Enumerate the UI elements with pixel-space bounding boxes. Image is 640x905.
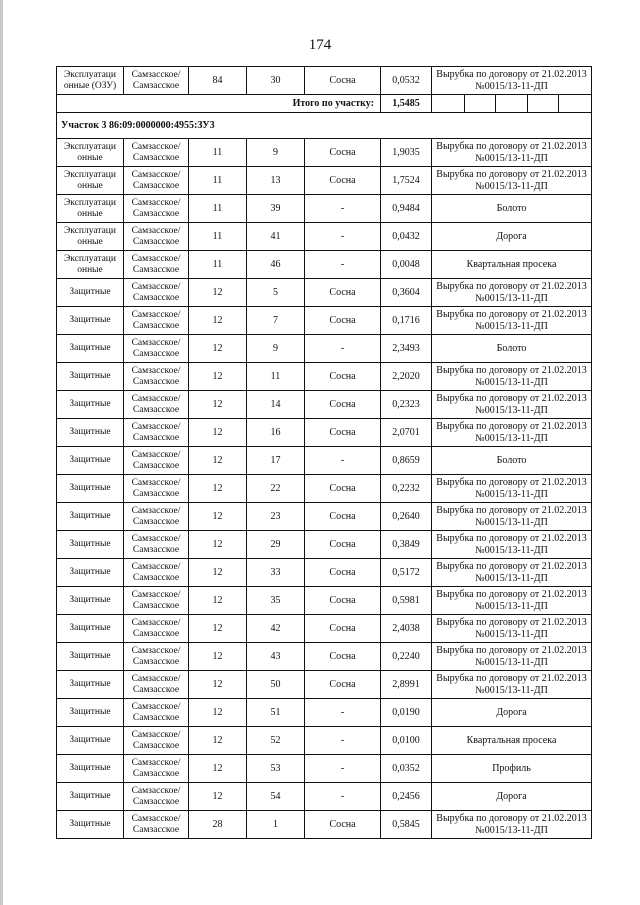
table-row bbox=[57, 391, 592, 419]
forestry-cell: Самзасское/ Самзасское bbox=[124, 727, 189, 755]
quarter-cell: 11 bbox=[189, 195, 247, 223]
note-cell: Вырубка по договору от 21.02.2013 №0015/13-11-ДП bbox=[432, 531, 592, 559]
plot-cell: 50 bbox=[247, 671, 305, 699]
plot-cell: 53 bbox=[247, 755, 305, 783]
plot-cell: 16 bbox=[247, 419, 305, 447]
species-cell: Сосна bbox=[305, 643, 381, 671]
category-cell: Защитные bbox=[57, 363, 124, 391]
table-row bbox=[57, 503, 592, 531]
species-cell: Сосна bbox=[305, 307, 381, 335]
area-cell: 0,3849 bbox=[381, 531, 432, 559]
area-cell: 0,0048 bbox=[381, 251, 432, 279]
species-cell: - bbox=[305, 335, 381, 363]
species-cell: Сосна bbox=[305, 67, 381, 95]
note-cell: Дорога bbox=[432, 223, 592, 251]
category-cell: Защитные bbox=[57, 503, 124, 531]
species-cell: Сосна bbox=[305, 503, 381, 531]
table-row bbox=[57, 811, 592, 839]
table-row bbox=[57, 587, 592, 615]
table-row bbox=[57, 699, 592, 727]
category-cell: Эксплуатаци онные bbox=[57, 223, 124, 251]
note-cell: Вырубка по договору от 21.02.2013 №0015/13-11-ДП bbox=[432, 419, 592, 447]
category-cell: Защитные bbox=[57, 671, 124, 699]
species-cell: - bbox=[305, 447, 381, 475]
plot-cell: 5 bbox=[247, 279, 305, 307]
species-cell: - bbox=[305, 195, 381, 223]
plot-cell: 17 bbox=[247, 447, 305, 475]
category-cell: Защитные bbox=[57, 531, 124, 559]
quarter-cell: 11 bbox=[189, 167, 247, 195]
category-cell: Защитные bbox=[57, 615, 124, 643]
plot-cell: 7 bbox=[247, 307, 305, 335]
area-cell: 0,0532 bbox=[381, 67, 432, 95]
note-cell: Вырубка по договору от 21.02.2013 №0015/13-11-ДП bbox=[432, 307, 592, 335]
table-row bbox=[57, 615, 592, 643]
note-cell: Дорога bbox=[432, 699, 592, 727]
table-row bbox=[57, 335, 592, 363]
forestry-cell: Самзасское/ Самзасское bbox=[124, 671, 189, 699]
table-row bbox=[57, 475, 592, 503]
area-cell: 0,5172 bbox=[381, 559, 432, 587]
note-cell: Дорога bbox=[432, 783, 592, 811]
category-cell: Защитные bbox=[57, 727, 124, 755]
category-cell: Защитные bbox=[57, 559, 124, 587]
species-cell: Сосна bbox=[305, 615, 381, 643]
plot-cell: 1 bbox=[247, 811, 305, 839]
species-cell: - bbox=[305, 251, 381, 279]
forestry-cell: Самзасское/ Самзасское bbox=[124, 139, 189, 167]
plot-cell: 54 bbox=[247, 783, 305, 811]
note-cell: Вырубка по договору от 21.02.2013 №0015/13-11-ДП bbox=[432, 811, 592, 839]
area-cell: 1,7524 bbox=[381, 167, 432, 195]
plot-cell: 35 bbox=[247, 587, 305, 615]
plot-cell: 11 bbox=[247, 363, 305, 391]
plot-cell: 23 bbox=[247, 503, 305, 531]
note-cell: Вырубка по договору от 21.02.2013 №0015/13-11-ДП bbox=[432, 139, 592, 167]
quarter-cell: 12 bbox=[189, 531, 247, 559]
category-cell: Защитные bbox=[57, 307, 124, 335]
area-cell: 0,0100 bbox=[381, 727, 432, 755]
forestry-cell: Самзасское/ Самзасское bbox=[124, 335, 189, 363]
quarter-cell: 12 bbox=[189, 363, 247, 391]
plot-cell: 9 bbox=[247, 335, 305, 363]
forestry-cell: Самзасское/ Самзасское bbox=[124, 811, 189, 839]
category-cell: Защитные bbox=[57, 335, 124, 363]
quarter-cell: 12 bbox=[189, 475, 247, 503]
table-row bbox=[57, 139, 592, 167]
note-cell: Квартальная просека bbox=[432, 251, 592, 279]
quarter-cell: 12 bbox=[189, 559, 247, 587]
table-row bbox=[57, 783, 592, 811]
forestry-cell: Самзасское/ Самзасское bbox=[124, 587, 189, 615]
category-cell: Эксплуатаци онные (ОЗУ) bbox=[57, 67, 124, 95]
species-cell: Сосна bbox=[305, 363, 381, 391]
category-cell: Эксплуатаци онные bbox=[57, 167, 124, 195]
area-cell: 0,1716 bbox=[381, 307, 432, 335]
quarter-cell: 28 bbox=[189, 811, 247, 839]
subtotal-blank-cells bbox=[432, 95, 592, 113]
quarter-cell: 12 bbox=[189, 587, 247, 615]
forestry-cell: Самзасское/ Самзасское bbox=[124, 419, 189, 447]
quarter-cell: 12 bbox=[189, 307, 247, 335]
area-cell: 2,4038 bbox=[381, 615, 432, 643]
forestry-cell: Самзасское/ Самзасское bbox=[124, 279, 189, 307]
quarter-cell: 84 bbox=[189, 67, 247, 95]
note-cell: Вырубка по договору от 21.02.2013 №0015/13-11-ДП bbox=[432, 279, 592, 307]
forestry-cell: Самзасское/ Самзасское bbox=[124, 167, 189, 195]
species-cell: Сосна bbox=[305, 559, 381, 587]
area-cell: 0,2232 bbox=[381, 475, 432, 503]
quarter-cell: 12 bbox=[189, 755, 247, 783]
area-cell: 2,3493 bbox=[381, 335, 432, 363]
table-row bbox=[57, 251, 592, 279]
forestry-cell: Самзасское/ Самзасское bbox=[124, 783, 189, 811]
table-row bbox=[57, 67, 592, 95]
species-cell: Сосна bbox=[305, 811, 381, 839]
quarter-cell: 12 bbox=[189, 447, 247, 475]
quarter-cell: 12 bbox=[189, 727, 247, 755]
table-row bbox=[57, 671, 592, 699]
quarter-cell: 12 bbox=[189, 615, 247, 643]
plot-cell: 51 bbox=[247, 699, 305, 727]
category-cell: Защитные bbox=[57, 419, 124, 447]
species-cell: Сосна bbox=[305, 279, 381, 307]
category-cell: Эксплуатаци онные bbox=[57, 139, 124, 167]
table-row bbox=[57, 755, 592, 783]
table-row bbox=[57, 643, 592, 671]
forestry-cell: Самзасское/ Самзасское bbox=[124, 531, 189, 559]
quarter-cell: 12 bbox=[189, 279, 247, 307]
subtotal-value: 1,5485 bbox=[381, 95, 432, 113]
species-cell: - bbox=[305, 699, 381, 727]
note-cell: Вырубка по договору от 21.02.2013 №0015/13-11-ДП bbox=[432, 167, 592, 195]
forestry-cell: Самзасское/ Самзасское bbox=[124, 307, 189, 335]
table-row bbox=[57, 531, 592, 559]
species-cell: Сосна bbox=[305, 671, 381, 699]
category-cell: Защитные bbox=[57, 587, 124, 615]
note-cell: Вырубка по договору от 21.02.2013 №0015/13-11-ДП bbox=[432, 643, 592, 671]
quarter-cell: 12 bbox=[189, 643, 247, 671]
plot-cell: 22 bbox=[247, 475, 305, 503]
plot-cell: 9 bbox=[247, 139, 305, 167]
plot-cell: 52 bbox=[247, 727, 305, 755]
category-cell: Защитные bbox=[57, 755, 124, 783]
category-cell: Защитные bbox=[57, 811, 124, 839]
forestry-cell: Самзасское/ Самзасское bbox=[124, 559, 189, 587]
area-cell: 0,0432 bbox=[381, 223, 432, 251]
forestry-cell: Самзасское/ Самзасское bbox=[124, 223, 189, 251]
note-cell: Вырубка по договору от 21.02.2013 №0015/13-11-ДП bbox=[432, 615, 592, 643]
table-row bbox=[57, 419, 592, 447]
area-cell: 0,2323 bbox=[381, 391, 432, 419]
table-row bbox=[57, 727, 592, 755]
species-cell: - bbox=[305, 783, 381, 811]
area-cell: 0,3604 bbox=[381, 279, 432, 307]
note-cell: Вырубка по договору от 21.02.2013 №0015/13-11-ДП bbox=[432, 587, 592, 615]
forestry-cell: Самзасское/ Самзасское bbox=[124, 363, 189, 391]
forestry-cell: Самзасское/ Самзасское bbox=[124, 503, 189, 531]
area-cell: 0,2240 bbox=[381, 643, 432, 671]
plot-cell: 41 bbox=[247, 223, 305, 251]
species-cell: - bbox=[305, 755, 381, 783]
note-cell: Болото bbox=[432, 335, 592, 363]
area-cell: 0,8659 bbox=[381, 447, 432, 475]
area-cell: 0,2640 bbox=[381, 503, 432, 531]
area-cell: 0,0190 bbox=[381, 699, 432, 727]
area-cell: 0,0352 bbox=[381, 755, 432, 783]
species-cell: Сосна bbox=[305, 531, 381, 559]
table-row bbox=[57, 559, 592, 587]
forestry-cell: Самзасское/ Самзасское bbox=[124, 643, 189, 671]
forestry-cell: Самзасское/ Самзасское bbox=[124, 391, 189, 419]
subtotal-row bbox=[57, 95, 592, 113]
quarter-cell: 12 bbox=[189, 699, 247, 727]
species-cell: Сосна bbox=[305, 139, 381, 167]
quarter-cell: 11 bbox=[189, 223, 247, 251]
species-cell: - bbox=[305, 727, 381, 755]
species-cell: Сосна bbox=[305, 587, 381, 615]
note-cell: Вырубка по договору от 21.02.2013 №0015/13-11-ДП bbox=[432, 671, 592, 699]
quarter-cell: 11 bbox=[189, 139, 247, 167]
area-cell: 0,5845 bbox=[381, 811, 432, 839]
table-row bbox=[57, 167, 592, 195]
plot-cell: 39 bbox=[247, 195, 305, 223]
subtotal-label: Итого по участку: bbox=[57, 95, 381, 113]
area-cell: 1,9035 bbox=[381, 139, 432, 167]
species-cell: - bbox=[305, 223, 381, 251]
forestry-cell: Самзасское/ Самзасское bbox=[124, 699, 189, 727]
note-cell: Профиль bbox=[432, 755, 592, 783]
note-cell: Вырубка по договору от 21.02.2013 №0015/13-11-ДП bbox=[432, 503, 592, 531]
category-cell: Эксплуатаци онные bbox=[57, 195, 124, 223]
plot-cell: 33 bbox=[247, 559, 305, 587]
plot-cell: 43 bbox=[247, 643, 305, 671]
plot-cell: 42 bbox=[247, 615, 305, 643]
note-cell: Вырубка по договору от 21.02.2013 №0015/13-11-ДП bbox=[432, 391, 592, 419]
category-cell: Защитные bbox=[57, 391, 124, 419]
area-cell: 0,9484 bbox=[381, 195, 432, 223]
category-cell: Эксплуатаци онные bbox=[57, 251, 124, 279]
quarter-cell: 11 bbox=[189, 251, 247, 279]
quarter-cell: 12 bbox=[189, 671, 247, 699]
note-cell: Квартальная просека bbox=[432, 727, 592, 755]
plot-cell: 14 bbox=[247, 391, 305, 419]
category-cell: Защитные bbox=[57, 279, 124, 307]
forestry-cell: Самзасское/ Самзасское bbox=[124, 475, 189, 503]
plot-cell: 30 bbox=[247, 67, 305, 95]
area-cell: 0,5981 bbox=[381, 587, 432, 615]
quarter-cell: 12 bbox=[189, 503, 247, 531]
plot-cell: 46 bbox=[247, 251, 305, 279]
forestry-cell: Самзасское/ Самзасское bbox=[124, 755, 189, 783]
forest-plots-table bbox=[56, 66, 592, 839]
page-edge bbox=[0, 0, 3, 905]
quarter-cell: 12 bbox=[189, 391, 247, 419]
section-header-row bbox=[57, 113, 592, 139]
category-cell: Защитные bbox=[57, 475, 124, 503]
area-cell: 2,0701 bbox=[381, 419, 432, 447]
quarter-cell: 12 bbox=[189, 335, 247, 363]
forestry-cell: Самзасское/ Самзасское bbox=[124, 195, 189, 223]
category-cell: Защитные bbox=[57, 447, 124, 475]
table-row bbox=[57, 279, 592, 307]
note-cell: Вырубка по договору от 21.02.2013 №0015/13-11-ДП bbox=[432, 559, 592, 587]
quarter-cell: 12 bbox=[189, 783, 247, 811]
quarter-cell: 12 bbox=[189, 419, 247, 447]
table-row bbox=[57, 223, 592, 251]
forestry-cell: Самзасское/ Самзасское bbox=[124, 447, 189, 475]
note-cell: Вырубка по договору от 21.02.2013 №0015/13-11-ДП bbox=[432, 363, 592, 391]
category-cell: Защитные bbox=[57, 699, 124, 727]
forestry-cell: Самзасское/ Самзасское bbox=[124, 251, 189, 279]
forestry-cell: Самзасское/ Самзасское bbox=[124, 67, 189, 95]
plot-cell: 29 bbox=[247, 531, 305, 559]
species-cell: Сосна bbox=[305, 391, 381, 419]
category-cell: Защитные bbox=[57, 643, 124, 671]
table-row bbox=[57, 195, 592, 223]
area-cell: 2,8991 bbox=[381, 671, 432, 699]
species-cell: Сосна bbox=[305, 419, 381, 447]
table-row bbox=[57, 363, 592, 391]
note-cell: Вырубка по договору от 21.02.2013 №0015/13-11-ДП bbox=[432, 475, 592, 503]
species-cell: Сосна bbox=[305, 167, 381, 195]
species-cell: Сосна bbox=[305, 475, 381, 503]
table-row bbox=[57, 447, 592, 475]
category-cell: Защитные bbox=[57, 783, 124, 811]
note-cell: Болото bbox=[432, 195, 592, 223]
note-cell: Болото bbox=[432, 447, 592, 475]
area-cell: 0,2456 bbox=[381, 783, 432, 811]
plot-cell: 13 bbox=[247, 167, 305, 195]
table-row bbox=[57, 307, 592, 335]
area-cell: 2,2020 bbox=[381, 363, 432, 391]
section-title: Участок 3 86:09:0000000:4955:ЗУ3 bbox=[57, 113, 592, 139]
forestry-cell: Самзасское/ Самзасское bbox=[124, 615, 189, 643]
note-cell: Вырубка по договору от 21.02.2013 №0015/13-11-ДП bbox=[432, 67, 592, 95]
page-number: 174 bbox=[308, 37, 332, 53]
